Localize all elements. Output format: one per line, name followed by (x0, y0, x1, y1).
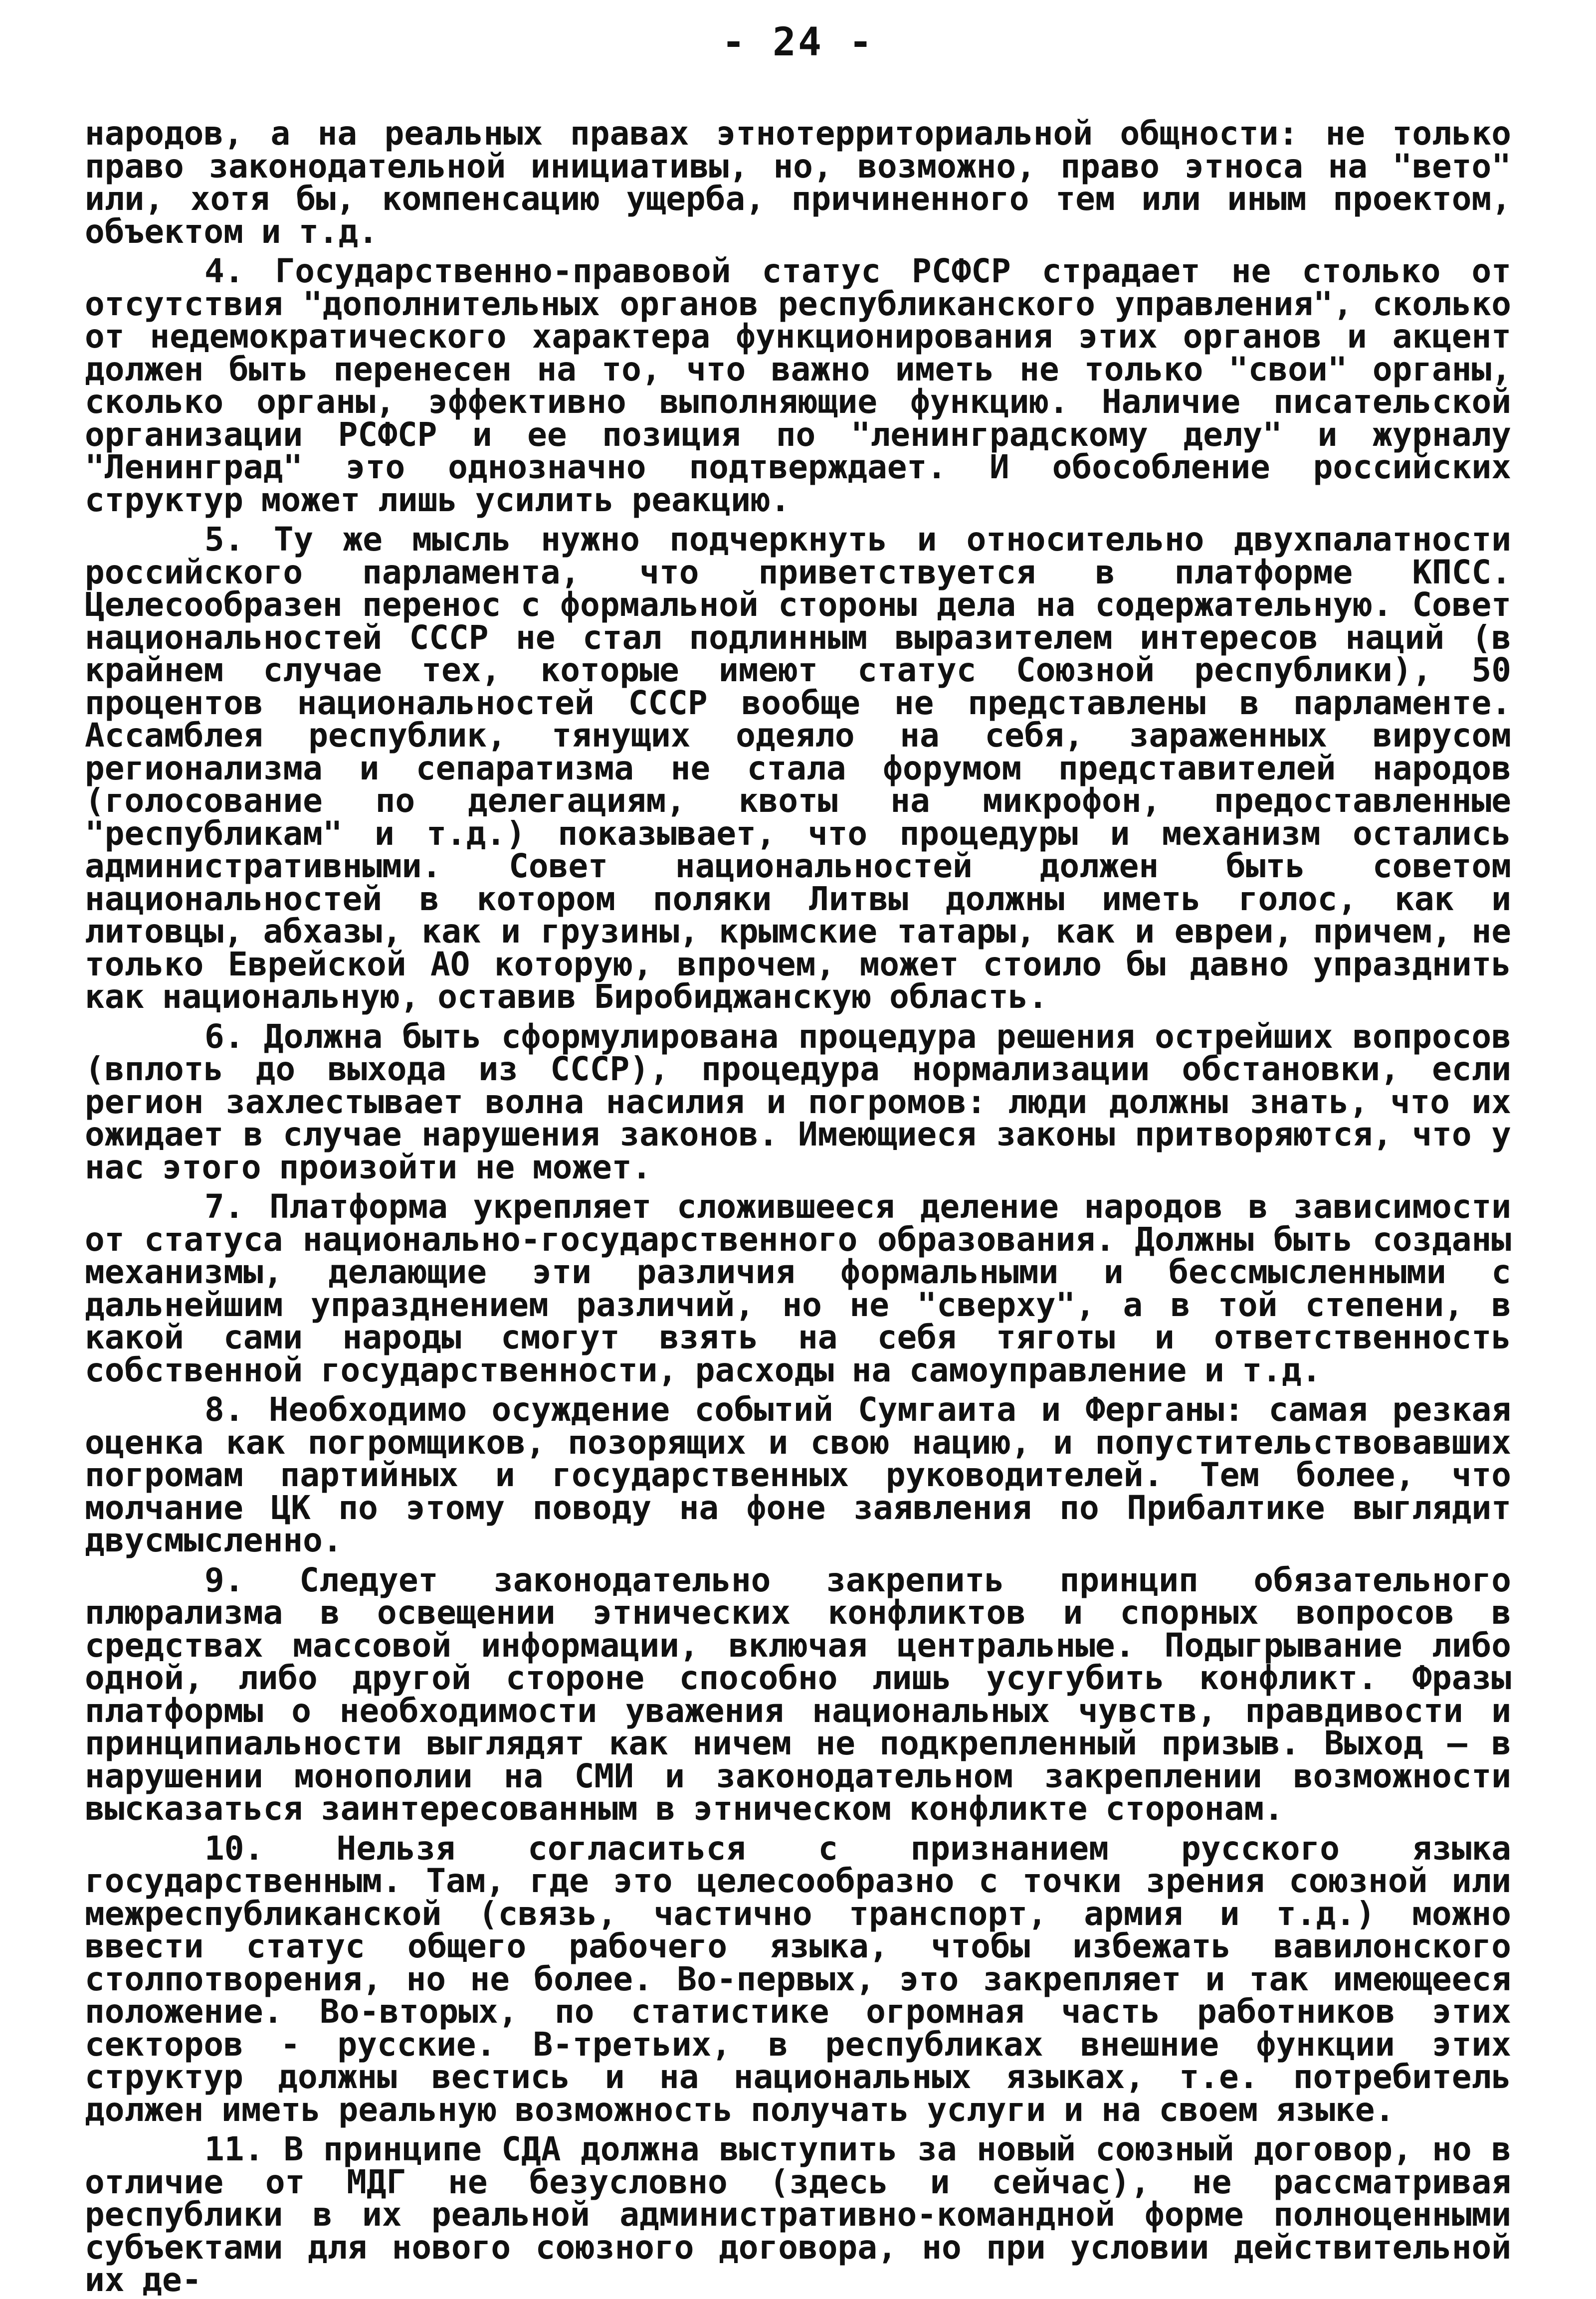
paragraph-continuation: народов, а на реальных правах этнотерриториальной общности: не только право законодательной инициативы, но, возможно, право этноса на "вето" или, хотя бы, компенсацию ущерба, причиненного тем или иным проектом, объектом и т.д. (85, 114, 1511, 251)
paragraph-7: 7. Платформа укрепляет сложившееся деление народов в зависимости от статуса национально-государственного образования. Должны быть созданы механизмы, делающие эти различия формальными и бессмысленными с дальнейшим упразднением различий, но не "сверху", а в той степени, в какой сами народы смогут взять на себя тяготы и ответственность собственной государственности, расходы на самоуправление и т.д. (85, 1187, 1511, 1389)
body-text (85, 114, 1511, 2299)
paragraph-4: 4. Государственно-правовой статус РСФСР страдает не столько от отсутствия "дополнительных органов республиканского управления", сколько от недемократического характера функционирования этих органов и акцент должен быть перенесен на то, что важно иметь не только "свои" органы, сколько органы, эффективно выполняющие функцию. Наличие писательской организации РСФСР и ее позиция по "ленинградскому делу" и журналу "Ленинград" это однозначно подтверждает. И обособление российских структур может лишь усилить реакцию. (85, 252, 1511, 519)
paragraph-8: 8. Необходимо осуждение событий Сумгаита и Ферганы: самая резкая оценка как погромщиков, позорящих и свою нацию, и попустительствовавших погромам партийных и государственных руководителей. Тем более, что молчание ЦК по этому поводу на фоне заявления по Прибалтике выглядит двусмысленно. (85, 1390, 1511, 1559)
paragraph-5: 5. Ту же мысль нужно подчеркнуть и относительно двухпалатности российского парламента, что приветствуется в платформе КПСС. Целесообразен перенос с формальной стороны дела на содержательную. Совет национальностей СССР не стал подлинным выразителем интересов наций (в крайнем случае тех, которые имеют статус Союзной республики), 50 процентов национальностей СССР вообще не представлены в парламенте. Ассамблея республик, тянущих одеяло на себя, зараженных вирусом регионализма и сепаратизма не стала форумом представителей народов (голосование по делегациям, квоты на микрофон, предоставленные "республикам" и т.д.) показывает, что процедуры и механизм остались административными. Совет национальностей должен быть советом национальностей в котором поляки Литвы должны иметь голос, как и литовцы, абхазы, как и грузины, крымские татары, как и евреи, причем, не только Еврейской АО которую, впрочем, может стоило бы давно упразднить как национальную, оставив Биробиджанскую область. (85, 520, 1511, 1016)
paragraph-10: 10. Нельзя согласиться с признанием русского языка государственным. Там, где это целесообразно с точки зрения союзной или межреспубликанской (связь, частично транспорт, армия и т.д.) можно ввести статус общего рабочего языка, чтобы избежать вавилонского столпотворения, но не более. Во-первых, это закрепляет и так имеющееся положение. Во-вторых, по статистике огромная часть работников этих секторов - русские. В-третьих, в республиках внешние функции этих структур должны вестись и на национальных языках, т.е. потребитель должен иметь реальную возможность получать услуги и на своем языке. (85, 1829, 1511, 2129)
page-number: - 24 - (722, 20, 874, 65)
paragraph-9: 9. Следует законодательно закрепить принцип обязательного плюрализма в освещении этнических конфликтов и спорных вопросов в средствах массовой информации, включая центральные. Подыгрывание либо одной, либо другой стороне способно лишь усугубить конфликт. Фразы платформы о необходимости уважения национальных чувств, правдивости и принципиальности выглядят как ничем не подкрепленный призыв. Выход – в нарушении монополии на СМИ и законодательном закреплении возможности высказаться заинтересованным в этническом конфликте сторонам. (85, 1560, 1511, 1828)
paragraph-11: 11. В принципе СДА должна выступить за новый союзный договор, но в отличие от МДГ не безусловно (здесь и сейчас), не рассматривая республики в их реальной административно-командной форме полноценными субъектами для нового союзного договора, но при условии действительной их де- (85, 2130, 1511, 2299)
paragraph-6: 6. Должна быть сформулирована процедура решения острейших вопросов (вплоть до выхода из СССР), процедура нормализации обстановки, если регион захлестывает волна насилия и погромов: люди должны знать, что их ожидает в случае нарушения законов. Имеющиеся законы притворяются, что у нас этого произойти не может. (85, 1017, 1511, 1186)
